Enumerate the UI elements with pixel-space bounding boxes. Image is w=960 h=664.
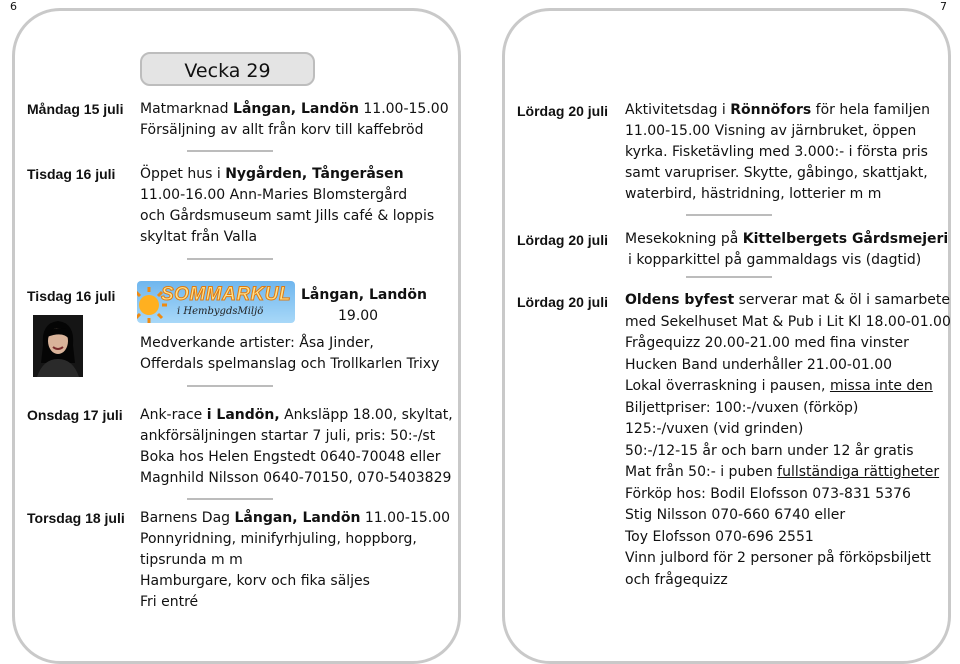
event-thu18-text: Barnens Dag Långan, Landön 11.00-15.00 Ponnyridning, minifyrhjuling, hoppborg, tipsrunda m m Hamburgare, korv och fika säljes Fri entré bbox=[140, 510, 451, 610]
page-number-left: 6 bbox=[10, 0, 17, 13]
divider bbox=[686, 276, 772, 278]
event-day-thu18: Torsdag 18 juli bbox=[27, 510, 125, 526]
event-day-wed17: Onsdag 17 juli bbox=[27, 407, 123, 423]
event-day-sat20c: Lördag 20 juli bbox=[517, 294, 609, 310]
divider bbox=[686, 214, 772, 216]
sommarkul-logo bbox=[137, 281, 295, 323]
divider bbox=[187, 258, 273, 260]
divider bbox=[187, 385, 273, 387]
week-tab: Vecka 29 bbox=[140, 52, 315, 86]
logo-title: SOMMARKUL bbox=[161, 284, 292, 305]
event-day-sat20b: Lördag 20 juli bbox=[517, 232, 609, 248]
event-day-sat20a: Lördag 20 juli bbox=[517, 103, 609, 119]
event-sat20c-text: Oldens byfest serverar mat & öl i samarbete med Sekelhuset Mat & Pub i Lit Kl 18.00-01.00 Frågequizz 20.00-21.00 med fina vinster Hucken Band underhåller 21.00-01.00 Lokal överraskning i pausen, missa inte den Biljettpriser: 100:-/vuxen (förköp) 125:-/vuxen (vid grinden) 50:-/12-15 år och barn under 12 år gratis Mat från 50:- i puben fullständiga rättigheter Förköp hos: Bodil Elofsson 073-831 5376 Stig Nilsson 070-660 6740 eller Toy Elofsson 070-696 2551 Vinn julbord för 2 personer på förköpsbiljett och frågequizz bbox=[625, 292, 951, 588]
event-mon15-text: Matmarknad Långan, Landön 11.00-15.00 Försäljning av allt från korv till kaffebröd bbox=[140, 101, 449, 138]
event-sat20a-text: Aktivitetsdag i Rönnöfors för hela familjen 11.00-15.00 Visning av järnbruket, öppen kyrka. Fisketävling med 3.000:- i första pris samt varupriser. Skytte, gåbingo, skattjakt, waterbird, hästridning, lotterier m m bbox=[625, 102, 931, 202]
event-tue16b-place: Långan, Landön bbox=[301, 287, 427, 303]
event-sat20b-text: Mesekokning på Kittelbergets Gårdsmejeri i kopparkittel på gammaldags vis (dagtid) bbox=[625, 231, 949, 268]
event-tue16b-text: Medverkande artister: Åsa Jinder, Offerdals spelmanslag och Trollkarlen Trixy bbox=[140, 335, 440, 372]
divider bbox=[187, 150, 273, 152]
event-day-tue16b: Tisdag 16 juli bbox=[27, 288, 116, 304]
event-tue16b-time: 19.00 bbox=[338, 308, 379, 324]
page-number-right: 7 bbox=[940, 0, 947, 13]
event-day-tue16a: Tisdag 16 juli bbox=[27, 166, 116, 182]
artist-photo bbox=[33, 315, 83, 377]
event-wed17-text: Ank-race i Landön, Anksläpp 18.00, skyltat, ankförsäljningen startar 7 juli, pris: 50:-/st Boka hos Helen Engstedt 0640-70048 eller Magnhild Nilsson 0640-70150, 070-5403829 bbox=[140, 407, 453, 486]
logo-subtitle: i HembygdsMiljö bbox=[177, 306, 264, 317]
event-day-mon15: Måndag 15 juli bbox=[27, 101, 124, 117]
divider bbox=[187, 498, 273, 500]
event-tue16a-text: Öppet hus i Nygården, Tångeråsen 11.00-16.00 Ann-Maries Blomstergård och Gårdsmuseum samt Jills café & loppis skyltat från Valla bbox=[140, 166, 435, 245]
